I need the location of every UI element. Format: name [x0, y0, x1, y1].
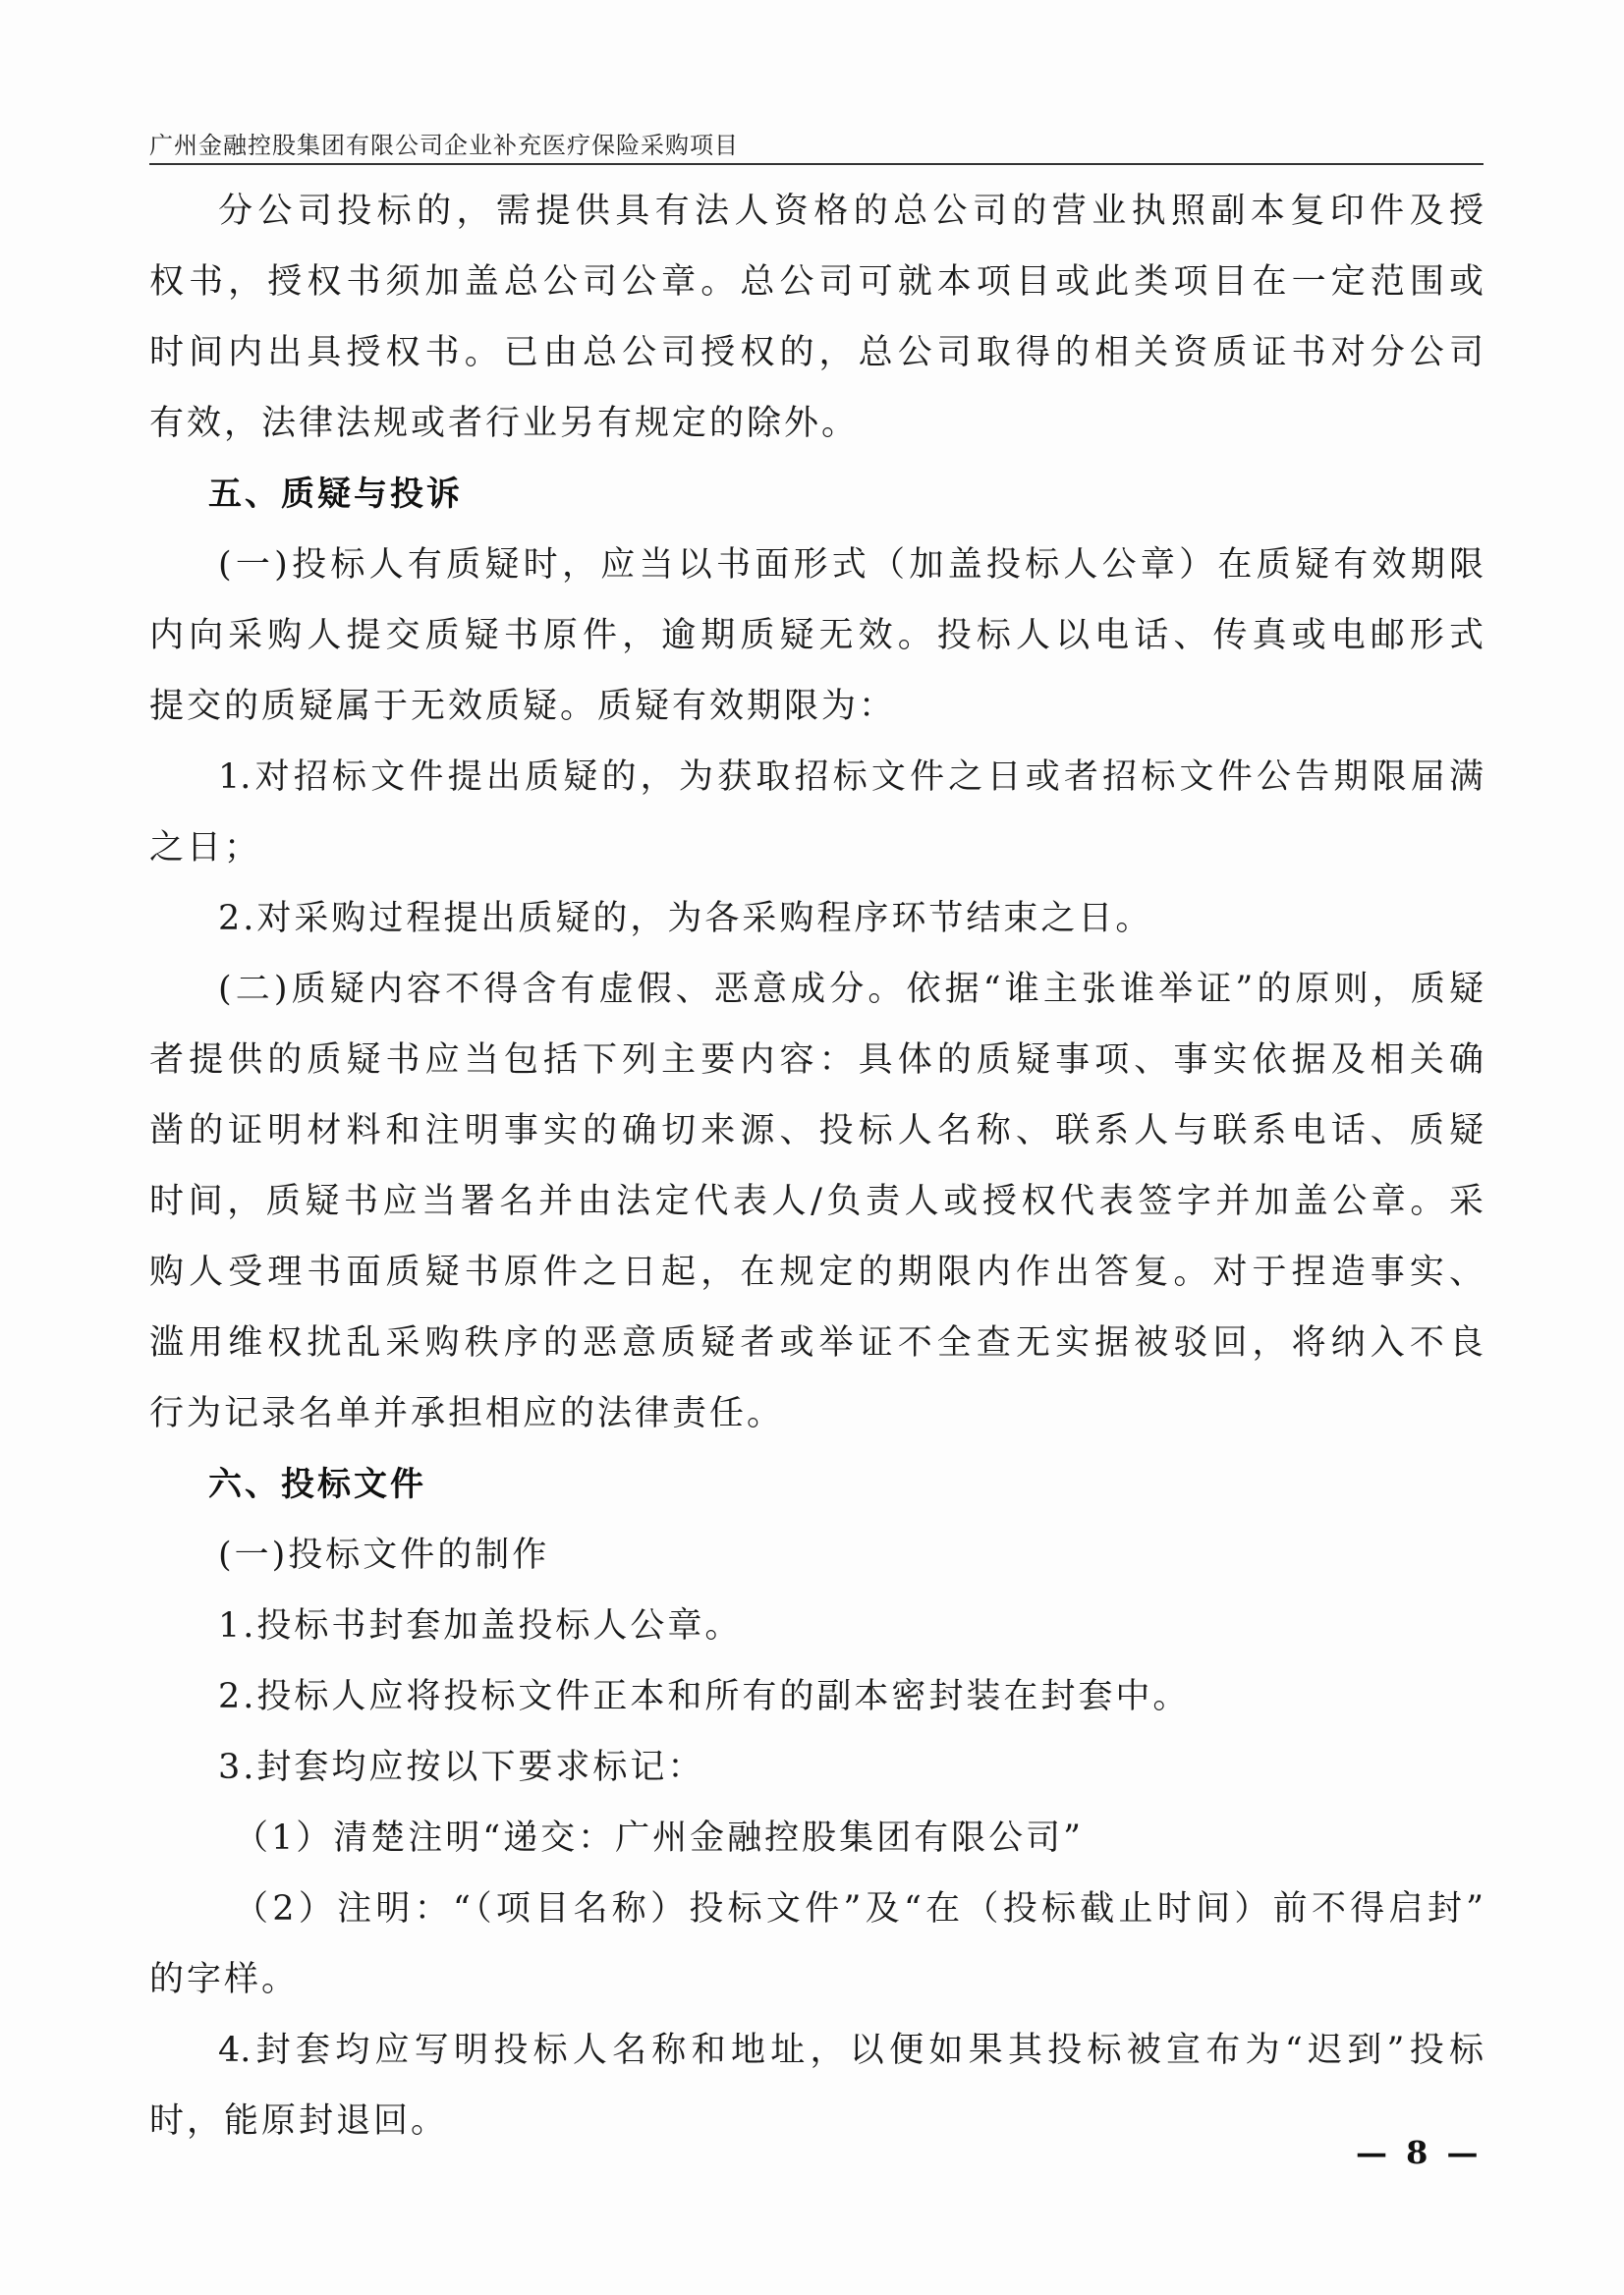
page-number: — 8 —	[1356, 2134, 1483, 2171]
paragraph-line: 内向采购人提交质疑书原件，逾期质疑无效。投标人以电话、传真或电邮形式	[149, 616, 1484, 655]
paragraph-line: (二)质疑内容不得含有虚假、恶意成分。依据“谁主张谁举证”的原则，质疑	[218, 970, 1484, 1009]
paragraph-line: (一)投标文件的制作	[218, 1536, 550, 1575]
paragraph-line: 权书，授权书须加盖总公司公章。总公司可就本项目或此类项目在一定范围或	[149, 262, 1484, 302]
paragraph-line: 购人受理书面质疑书原件之日起，在规定的期限内作出答复。对于捏造事实、	[149, 1253, 1484, 1292]
paragraph-line: 分公司投标的，需提供具有法人资格的总公司的营业执照副本复印件及授	[218, 192, 1484, 231]
paragraph-line: 的字样。	[149, 1960, 300, 1999]
paragraph-line: 4.封套均应写明投标人名称和地址，以便如果其投标被宣布为“迟到”投标	[218, 2031, 1484, 2070]
page-header-title: 广州金融控股集团有限公司企业补充医疗保险采购项目	[149, 132, 739, 159]
paragraph-line: 行为记录名单并承担相应的法律责任。	[149, 1394, 785, 1433]
paragraph-line: 有效，法律法规或者行业另有规定的除外。	[149, 404, 860, 443]
paragraph-line: （2）注明：“（项目名称）投标文件”及“在（投标截止时间）前不得启封”	[234, 1889, 1484, 1929]
paragraph-line: 3.封套均应按以下要求标记：	[218, 1748, 705, 1787]
section-heading-six: 六、投标文件	[208, 1465, 426, 1504]
paragraph-line: 提交的质疑属于无效质疑。质疑有效期限为：	[149, 687, 897, 726]
paragraph-line: 时，能原封退回。	[149, 2101, 449, 2141]
paragraph-line: 1.投标书封套加盖投标人公章。	[218, 1606, 743, 1646]
paragraph-line: 凿的证明材料和注明事实的确切来源、投标人名称、联系人与联系电话、质疑	[149, 1111, 1484, 1150]
paragraph-line: (一)投标人有质疑时，应当以书面形式（加盖投标人公章）在质疑有效期限	[218, 545, 1484, 585]
paragraph-line: 之日；	[149, 828, 262, 868]
paragraph-line: 2.投标人应将投标文件正本和所有的副本密封装在封套中。	[218, 1677, 1191, 1716]
paragraph-line: 者提供的质疑书应当包括下列主要内容：具体的质疑事项、事实依据及相关确	[149, 1040, 1484, 1080]
paragraph-line: （1）清楚注明“递交：广州金融控股集团有限公司”	[234, 1819, 1085, 1858]
paragraph-line: 时间，质疑书应当署名并由法定代表人/负责人或授权代表签字并加盖公章。采	[149, 1182, 1484, 1221]
header-divider	[149, 163, 1484, 165]
paragraph-line: 1.对招标文件提出质疑的，为获取招标文件之日或者招标文件公告期限届满	[218, 757, 1484, 797]
paragraph-line: 滥用维权扰乱采购秩序的恶意质疑者或举证不全查无实据被驳回，将纳入不良	[149, 1323, 1484, 1363]
paragraph-line: 2.对采购过程提出质疑的，为各采购程序环节结束之日。	[218, 899, 1153, 938]
section-heading-five: 五、质疑与投诉	[208, 475, 463, 514]
paragraph-line: 时间内出具授权书。已由总公司授权的，总公司取得的相关资质证书对分公司	[149, 333, 1484, 372]
